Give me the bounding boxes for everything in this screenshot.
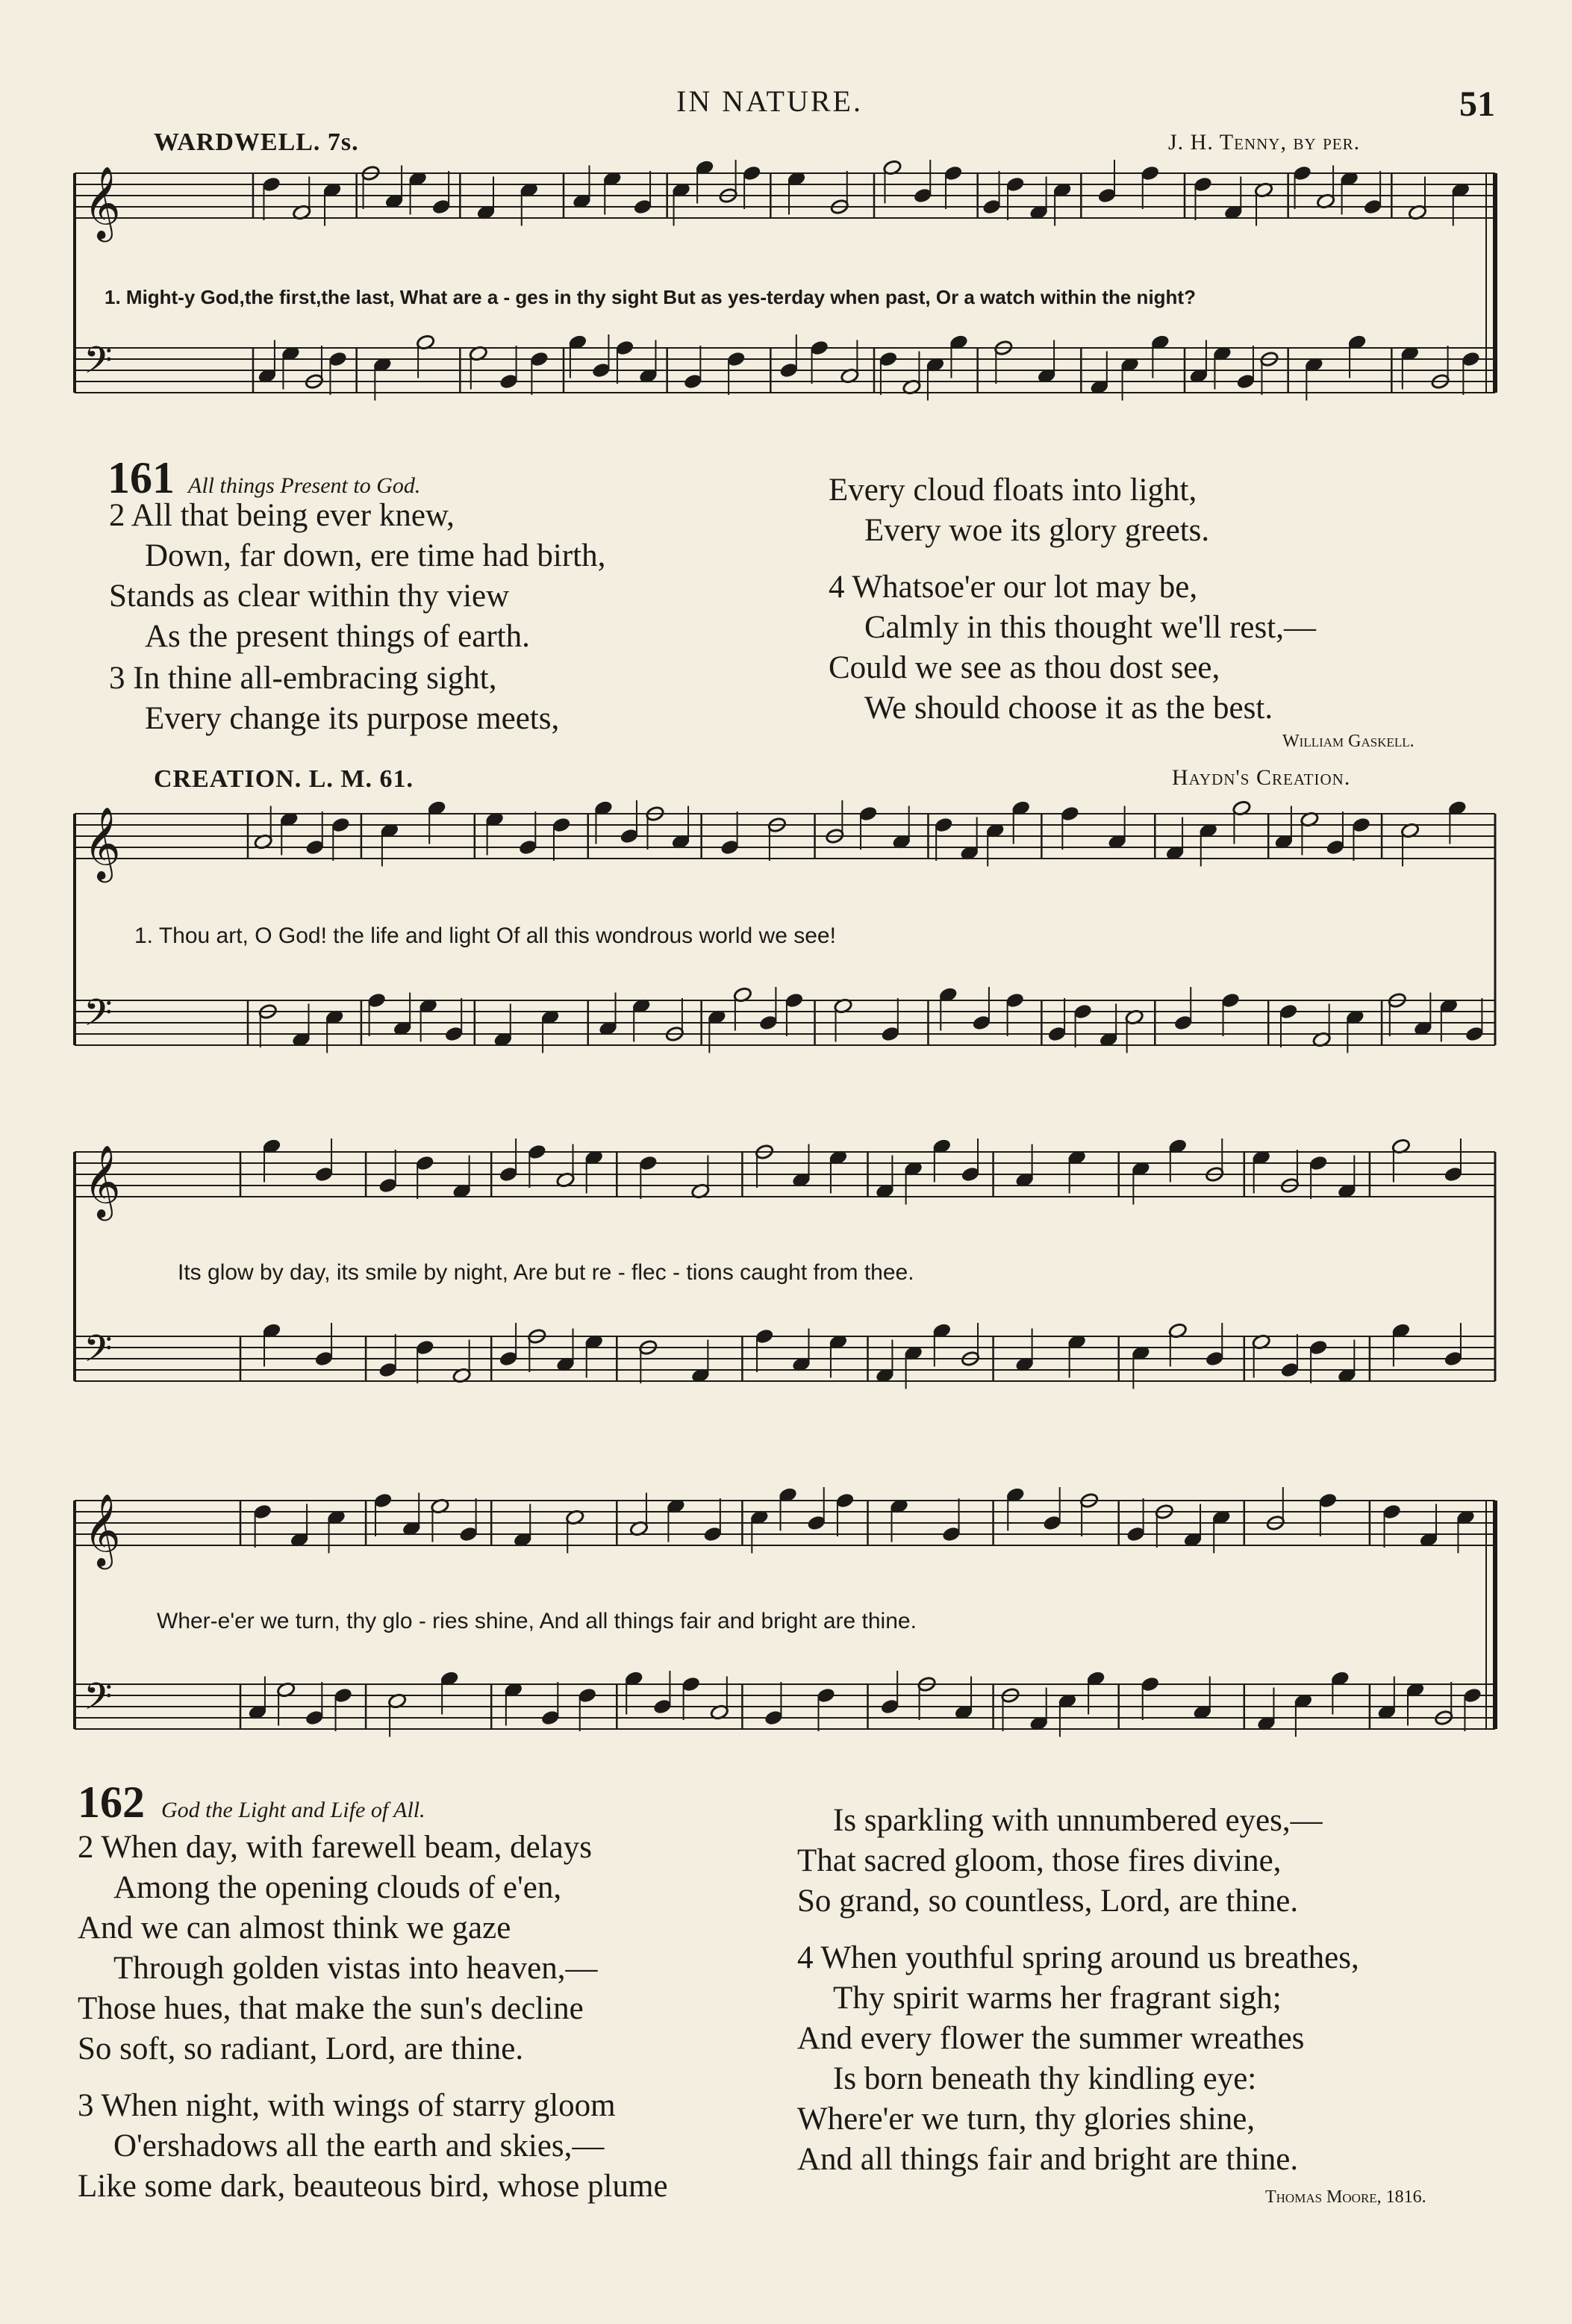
- lyric-line-creation-1: 1. Thou art, O God! the life and light Of all this wondrous world we see!: [134, 923, 836, 948]
- hymn-header-162: [78, 1777, 425, 1828]
- verse-line: Like some dark, beauteous bird, whose plume: [78, 2169, 668, 2204]
- hymn-number-162: 162: [78, 1778, 145, 1827]
- verse-line: 3 When night, with wings of starry gloom: [78, 2088, 616, 2123]
- verse-line: Those hues, that make the sun's decline: [78, 1991, 584, 2026]
- bass-clef-icon: 𝄢: [84, 1327, 113, 1380]
- verse-spacer: [797, 1922, 1359, 1938]
- section-header: IN NATURE.: [676, 84, 863, 118]
- verse-line: 4 When youthful spring around us breathes,: [797, 1940, 1359, 1975]
- verse-line: Every change its purpose meets,: [145, 701, 560, 736]
- bass-clef-icon: 𝄢: [84, 1675, 113, 1728]
- verse-line: O'ershadows all the earth and skies,—: [113, 2128, 605, 2163]
- verse-line: Is born beneath thy kindling eye:: [833, 2061, 1257, 2096]
- treble-clef-icon: 𝄞: [84, 1493, 121, 1566]
- tune-composer-wardwell: J. H. Tenny, by per.: [1168, 130, 1361, 155]
- verse-line: Could we see as thou dost see,: [829, 650, 1220, 685]
- verse-line: That sacred gloom, those fires divine,: [797, 1843, 1282, 1878]
- hymn-title-162: God the Light and Life of All.: [161, 1798, 425, 1822]
- lyric-line-wardwell: 1. Might-y God,the first,the last, What are a - ges in thy sight But as yes-terday when past, Or a watch within the night?: [105, 286, 1196, 308]
- verse-line: 2 When day, with farewell beam, delays: [78, 1830, 592, 1865]
- treble-clef-icon: 𝄞: [84, 1144, 121, 1218]
- verse-line: And all things fair and bright are thine.: [797, 2142, 1299, 2177]
- lyric-line-creation-3: Wher-e'er we turn, thy glo - ries shine, And all things fair and bright are thine.: [157, 1609, 917, 1633]
- verse-line: Thy spirit warms her fragrant sigh;: [833, 1981, 1282, 2016]
- tune-composer-creation: Haydn's Creation.: [1172, 765, 1351, 790]
- tune-name-creation: CREATION. L. M. 61.: [154, 765, 414, 793]
- verse-line: 4 Whatsoe'er our lot may be,: [829, 570, 1198, 605]
- hymn-162-right-column: [797, 1801, 1359, 2180]
- verse-line: So soft, so radiant, Lord, are thine.: [78, 2031, 524, 2066]
- verse-line: And every flower the summer wreathes: [797, 2021, 1305, 2056]
- verse-line: Stands as clear within thy view: [109, 579, 510, 614]
- verse-line: Is sparkling with unnumbered eyes,—: [833, 1803, 1323, 1838]
- treble-clef-icon: 𝄞: [84, 166, 121, 239]
- verse-line: And we can almost think we gaze: [78, 1910, 511, 1946]
- hymn-number-161: 161: [107, 453, 175, 502]
- verse-line: Where'er we turn, thy glories shine,: [797, 2102, 1256, 2137]
- verse-spacer: [78, 2069, 668, 2086]
- verse-line: Calmly in this thought we'll rest,—: [864, 610, 1316, 645]
- hymn-161-author: William Gaskell.: [1282, 732, 1415, 751]
- treble-clef-icon: 𝄞: [84, 806, 121, 879]
- verse-line: Every woe its glory greets.: [864, 513, 1210, 548]
- verse-line: Through golden vistas into heaven,—: [113, 1951, 598, 1986]
- hymn-title-161: All things Present to God.: [188, 473, 421, 498]
- bass-clef-icon: 𝄢: [84, 339, 113, 391]
- verse-line: Among the opening clouds of e'en,: [113, 1870, 562, 1905]
- verse-line: We should choose it as the best.: [864, 691, 1273, 726]
- verse-line: As the present things of earth.: [145, 619, 530, 654]
- page-number: 51: [1459, 84, 1495, 124]
- tune-name-wardwell: WARDWELL. 7s.: [154, 128, 359, 156]
- hymn-162-left-column: [78, 1828, 668, 2207]
- bass-clef-icon: 𝄢: [84, 991, 113, 1044]
- hymn-162-author: Thomas Moore, 1816.: [1265, 2187, 1426, 2207]
- verse-line: 3 In thine all-embracing sight,: [109, 661, 497, 696]
- verse-line: Every cloud floats into light,: [829, 473, 1197, 508]
- verse-line: So grand, so countless, Lord, are thine.: [797, 1884, 1299, 1919]
- verse-line: 2 All that being ever knew,: [109, 498, 455, 533]
- lyric-line-creation-2: Its glow by day, its smile by night, Are but re - flec - tions caught from thee.: [178, 1260, 914, 1285]
- verse-line: Down, far down, ere time had birth,: [145, 538, 606, 573]
